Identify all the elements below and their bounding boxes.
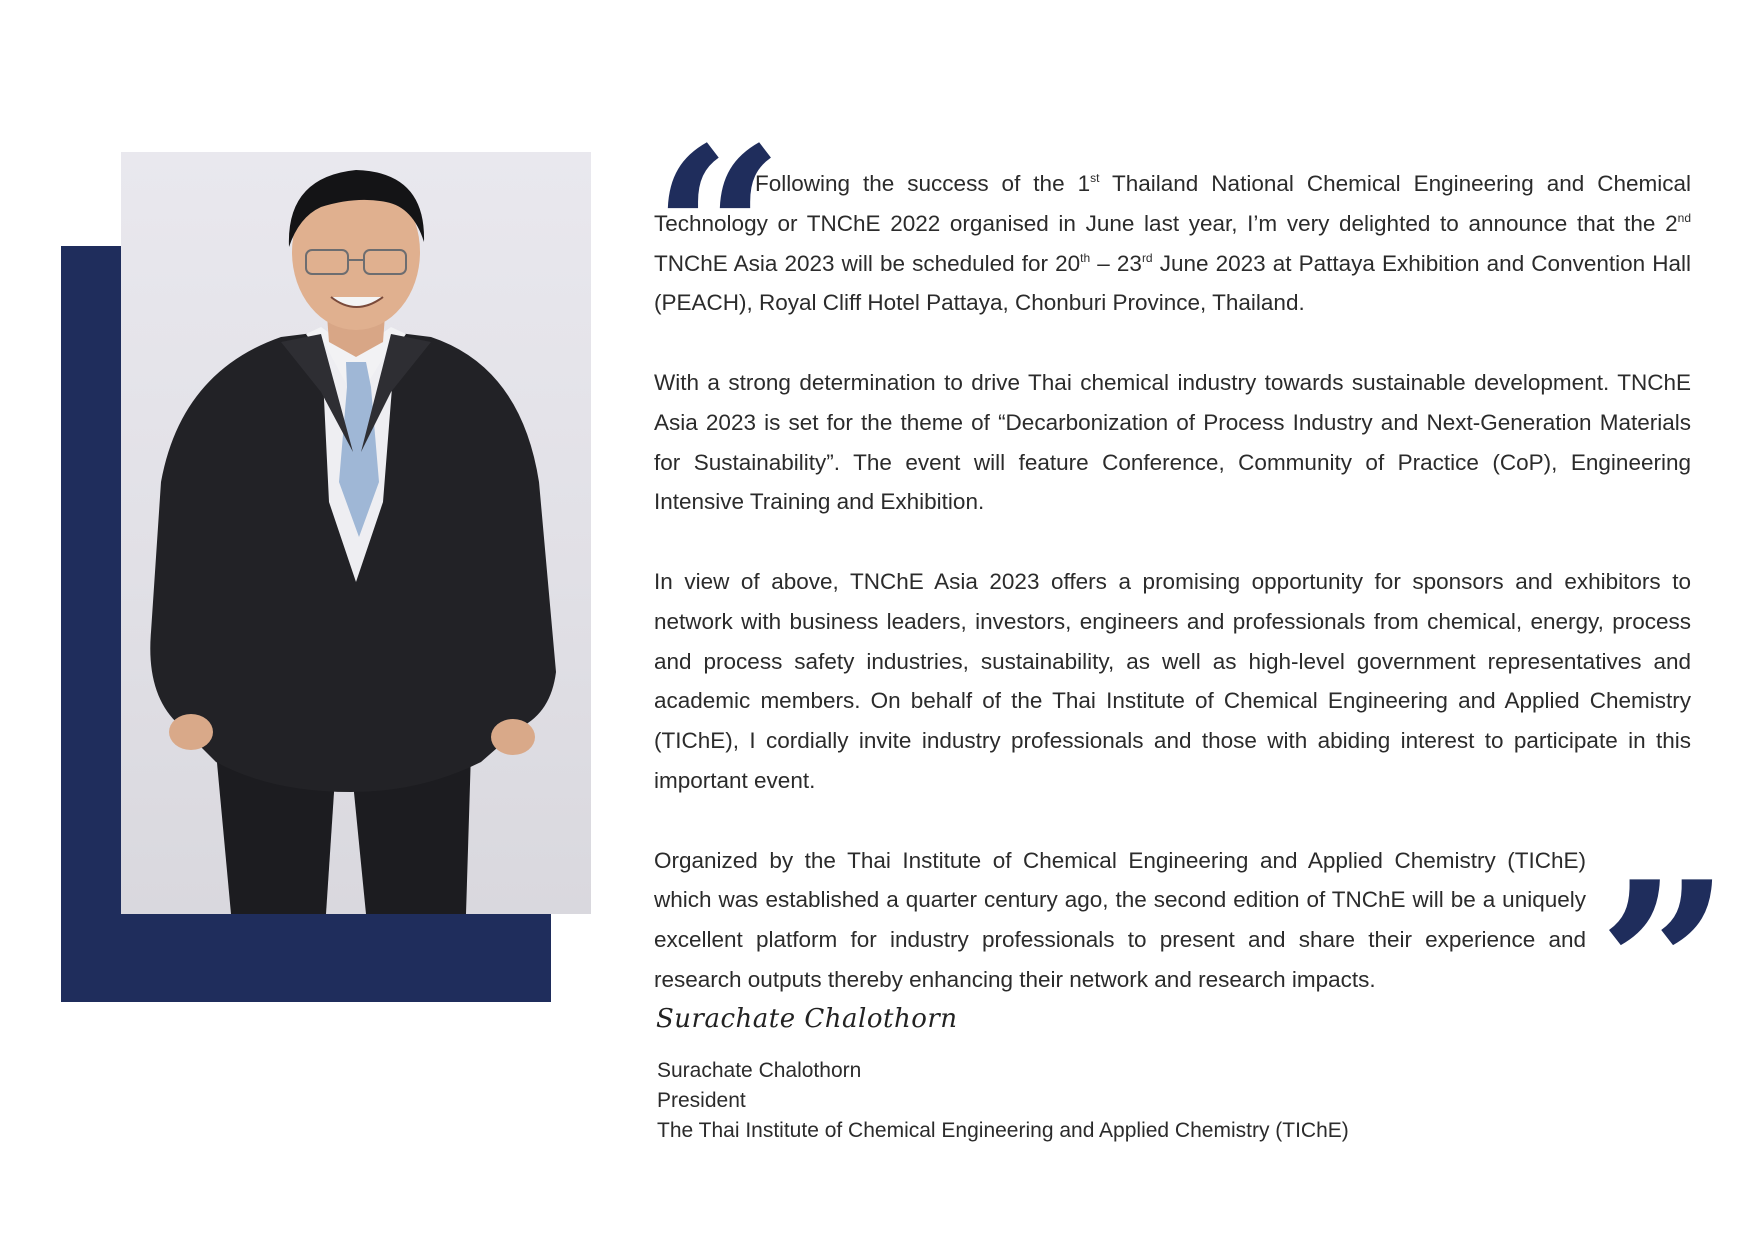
letter-body [654, 164, 1691, 1040]
letter-paragraph-4: Organized by the Thai Institute of Chemical Engineering and Applied Chemistry (TIChE) which was established a quarter century ago, the second edition of TNChE will be a uniquely excellent platform for industry professionals to present and share their experience and research outputs thereby enhancing their network and research impacts. [654, 847, 1586, 992]
signatory-organization: The Thai Institute of Chemical Engineering and Applied Chemistry (TIChE) [657, 1119, 1349, 1142]
president-portrait [121, 152, 591, 914]
letter-paragraph-3: In view of above, TNChE Asia 2023 offers a promising opportunity for sponsors and exhibitors to network with business leaders, investors, engineers and professionals from chemical, energy, process and process safety industries, sustainability, as well as high-level government representatives and academic members. On behalf of the Thai Institute of Chemical Engineering and Applied Chemistry (TIChE), I cordially invite industry professionals and those with abiding interest to participate in this important event. [654, 568, 1691, 793]
letter-paragraph-2: With a strong determination to drive Thai chemical industry towards sustainable development. TNChE Asia 2023 is set for the theme of “Decarbonization of Process Industry and Next-Generation Materials for Sustainability”. The event will feature Conference, Community of Practice (CoP), Engineering Intensive Training and Exhibition. [654, 369, 1691, 515]
portrait-illustration [121, 152, 591, 914]
close-quote-mark: ” [1598, 832, 1717, 1102]
signatory-name: Surachate Chalothorn [657, 1059, 862, 1082]
signatory-block [657, 1056, 1349, 1146]
signatory-title: President [657, 1089, 746, 1112]
handwritten-signature: Surachate Chalothorn [656, 1004, 958, 1034]
letter-paragraph-1: Following the success of the 1st Thailand National Chemical Engineering and Chemical Technology or TNChE 2022 organised in June last year, I’m very delighted to announce that the 2nd TNChE Asia 2023 will be scheduled for 20th – 23rd June 2023 at Pattaya Exhibition and Convention Hall (PEACH), Royal Cliff Hotel Pattaya, Chonburi Province, Thailand. [654, 171, 1691, 316]
open-quote-mark: “ [652, 98, 771, 368]
